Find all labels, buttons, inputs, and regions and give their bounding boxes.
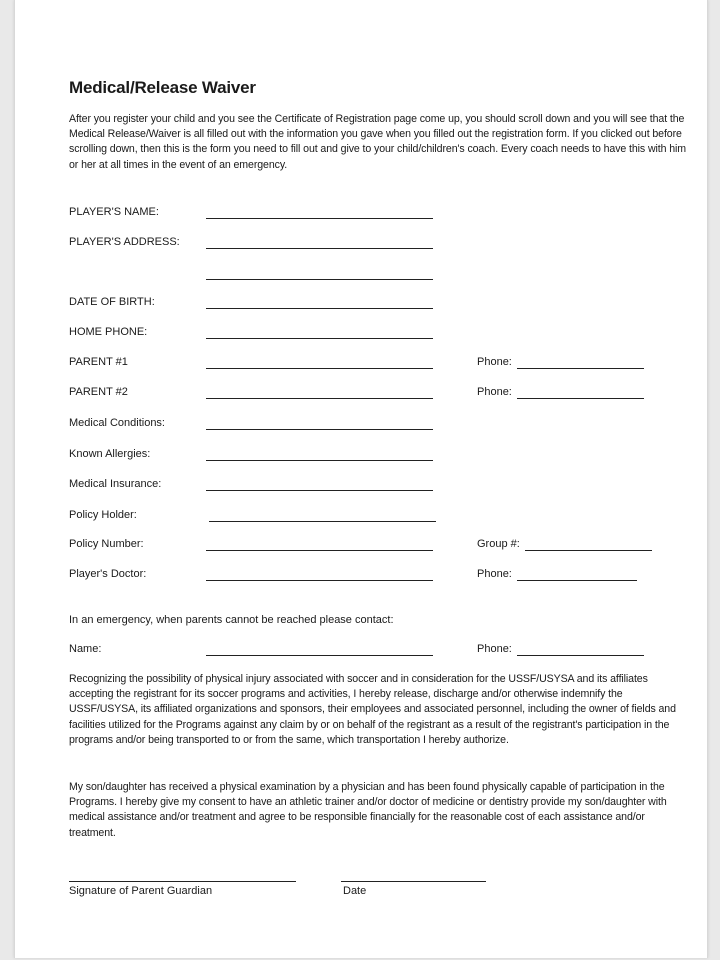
date-label: Date — [343, 885, 367, 897]
emergency-phone-field[interactable] — [517, 655, 644, 656]
emergency-name-label: Name: — [69, 643, 102, 655]
parent1-label: PARENT #1 — [69, 356, 128, 368]
parent2-label: PARENT #2 — [69, 386, 128, 398]
parent-signature-field[interactable] — [69, 881, 296, 882]
emergency-name-field[interactable] — [206, 655, 433, 656]
players-doctor-label: Player's Doctor: — [69, 568, 147, 580]
doctor-phone-field[interactable] — [517, 580, 637, 581]
player-address-field-1[interactable] — [206, 248, 433, 249]
medical-conditions-field[interactable] — [206, 429, 433, 430]
doctor-phone-label: Phone: — [477, 568, 512, 580]
player-name-label: PLAYER'S NAME: — [69, 206, 159, 218]
date-of-birth-label: DATE OF BIRTH: — [69, 296, 155, 308]
policy-number-label: Policy Number: — [69, 538, 144, 550]
policy-holder-label: Policy Holder: — [69, 509, 137, 521]
players-doctor-field[interactable] — [206, 580, 433, 581]
medical-conditions-label: Medical Conditions: — [69, 417, 165, 429]
parent1-phone-label: Phone: — [477, 356, 512, 368]
intro-paragraph: After you register your child and you see the Certificate of Registration page come up, you should scroll down and you will see that the Medical Release/Waiver is all filled out with the information you gave when you filled out the registration form. If you clicked out before scrolling down, then this is the form you need to fill out and give to your child/children's coach. Every coach needs to have this with him or her at all times in the event of an emergency. — [69, 113, 687, 171]
group-number-field[interactable] — [525, 550, 652, 551]
emergency-phone-label: Phone: — [477, 643, 512, 655]
medical-insurance-label: Medical Insurance: — [69, 478, 162, 490]
parent-signature-label: Signature of Parent Guardian — [69, 885, 213, 897]
player-name-field[interactable] — [206, 218, 433, 219]
document-page — [14, 0, 708, 958]
policy-holder-field[interactable] — [209, 521, 436, 522]
home-phone-label: HOME PHONE: — [69, 326, 148, 338]
parent2-field[interactable] — [206, 398, 433, 399]
parent1-phone-field[interactable] — [517, 368, 644, 369]
group-number-label: Group #: — [477, 538, 520, 550]
medical-insurance-field[interactable] — [206, 490, 433, 491]
consent-paragraph: My son/daughter has received a physical examination by a physician and has been found physically capable of participation in the Programs. I hereby give my consent to have an athletic trainer and/or doctor of medicine or dentistry provide my son/daughter with medical assistance and/or treatment and agree to be responsible financially for the reasonable cost of each assistance and/or treatment. — [69, 781, 667, 839]
policy-number-field[interactable] — [206, 550, 433, 551]
parent1-field[interactable] — [206, 368, 433, 369]
date-of-birth-field[interactable] — [206, 308, 433, 309]
emergency-intro: In an emergency, when parents cannot be reached please contact: — [69, 614, 394, 626]
known-allergies-field[interactable] — [206, 460, 433, 461]
player-address-field-2[interactable] — [206, 279, 433, 280]
home-phone-field[interactable] — [206, 338, 433, 339]
player-address-label: PLAYER'S ADDRESS: — [69, 236, 180, 248]
date-field[interactable] — [341, 881, 486, 882]
page-title: Medical/Release Waiver — [69, 78, 256, 97]
known-allergies-label: Known Allergies: — [69, 448, 151, 460]
parent2-phone-label: Phone: — [477, 386, 512, 398]
parent2-phone-field[interactable] — [517, 398, 644, 399]
release-paragraph: Recognizing the possibility of physical injury associated with soccer and in consideration for the USSF/USYSA and its affiliates accepting the registrant for its soccer programs and activities, I hereby release, discharge and/or otherwise indemnify the USSF/USYSA, its affiliated organizations and sponsors, their employees and associated personnel, including the owner of fields and facilities utilized for the Programs against any claim by or on behalf of the registrant as a result of the registrant's participation in the programs and/or being transported to or from the same, which transportation I hereby authorize. — [69, 673, 676, 746]
